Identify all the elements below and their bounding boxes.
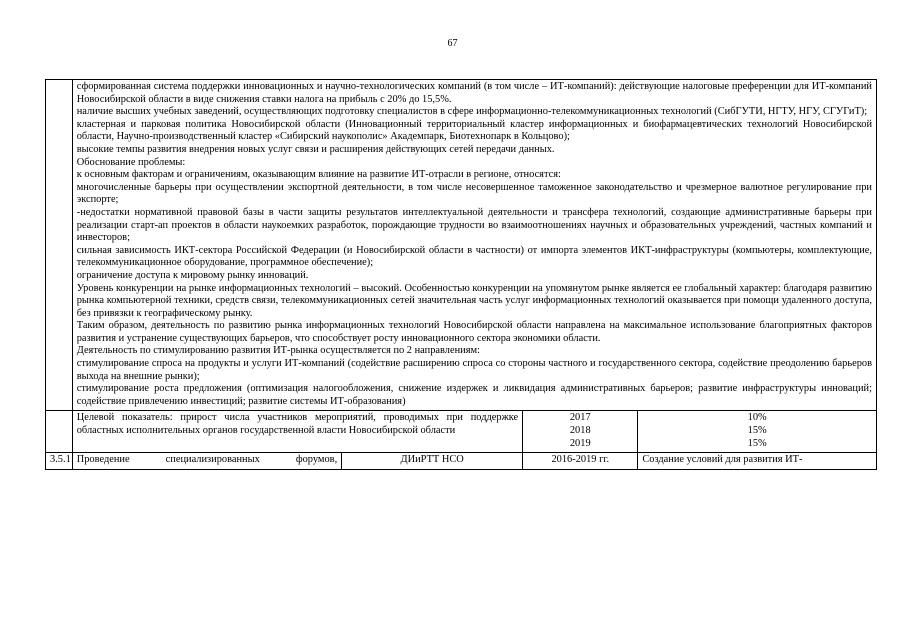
text-paragraph: сильная зависимость ИКТ-сектора Российской Федерации (и Новосибирской области в частности) от импорта элементов ИКТ-инфраструктуры (компьютеры, комплектующие, телекоммуникационное оборудование, программное обеспечение);: [76, 244, 872, 269]
text-paragraph: высокие темпы развития внедрения новых услуг связи и расширения действующих сетей передачи данных.: [76, 143, 555, 155]
kpi-value: 10%: [747, 412, 767, 424]
text-paragraph: многочисленные барьеры при осуществлении экспортной деятельности, в том числе несовершенное таможенное законодательство и чрезмерное валютное регулирование при экспорте;: [76, 181, 872, 206]
description-row: [46, 80, 877, 411]
kpi-year: 2017: [569, 412, 591, 424]
text-paragraph: стимулирование спроса на продукты и услуги ИТ-компаний (содействие расширению спроса со стороны частного и государственного сектора, содействие преодолению барьеров выхода на внешние рынки);: [76, 358, 872, 382]
kpi-value: 15%: [747, 425, 767, 437]
table-row: [46, 453, 877, 470]
text-paragraph: ограничение доступа к мировому рынку инноваций.: [76, 269, 309, 281]
row-number: 3.5.1: [46, 453, 73, 470]
empty-number-cell: [46, 411, 73, 453]
result-cell: Создание условий для развития ИТ-: [638, 453, 877, 470]
empty-number-cell: [46, 80, 73, 411]
text-paragraph: Таким образом, деятельность по развитию рынка информационных технологий Новосибирской области направлена на максимальное использование благоприятных факторов развития и устранение существующих барьеров, что способствует росту инновационного сектора экономики области.: [76, 320, 872, 344]
text-paragraph: к основным факторам и ограничениям, оказывающим влияние на развитие ИТ-отрасли в регионе, относятся:: [76, 169, 561, 181]
plan-table: [45, 79, 877, 470]
text-paragraph: наличие высших учебных заведений, осуществляющих подготовку специалистов в сфере информационно-телекоммуникационных технологий (СибГУТИ, НГТУ, НГУ, СГУГиТ);: [76, 106, 868, 118]
description-cell: [72, 80, 876, 411]
kpi-value: 15%: [747, 437, 767, 449]
activity-text: Проведение специализированных форумов,: [76, 454, 338, 466]
kpi-year: 2019: [569, 437, 591, 449]
text-paragraph: стимулирование роста предложения (оптимизация налогообложения, снижение издержек и ликвидация административных барьеров; развитие инфраструктуры инноваций; содействие привлечению инвестиций; развитие системы ИТ-образования): [76, 383, 872, 407]
kpi-values-cell: [638, 411, 877, 453]
kpi-year: 2018: [569, 425, 591, 437]
kpi-text-cell: [72, 411, 522, 453]
executor-cell: ДИиРТТ НСО: [342, 453, 523, 470]
page-number: 67: [447, 38, 458, 49]
text-paragraph: Деятельность по стимулированию развития ИТ-рынка осуществляется по 2 направлениям:: [76, 345, 480, 357]
kpi-text: Целевой показатель: прирост числа участников мероприятий, проводимых при поддержке областных исполнительных органов государственной власти Новосибирской области: [76, 412, 519, 437]
kpi-years-cell: [523, 411, 638, 453]
text-paragraph: Уровень конкуренции на рынке информационных технологий – высокий. Особенностью конкуренции на упомянутом рынке является ее глобальный характер: благодаря развитию рынка компьютерной техники, средств связи, телекоммуникационных сетей значительная часть услуг информационных технологий оказывается при помощи удаленного доступа, без привязки к географическому рынку.: [76, 282, 872, 319]
kpi-row: [46, 411, 877, 453]
text-paragraph: сформированная система поддержки инновационных и научно-технологических компаний (в том числе – ИТ-компаний): действующие налоговые преференции для ИТ-компаний Новосибирской области в виде снижения ставки налога на прибыль с 20% до 15,5%.: [76, 81, 872, 105]
section-heading: Обоснование проблемы:: [76, 156, 186, 168]
activity-cell: [72, 453, 341, 470]
text-paragraph: кластерная и парковая политика Новосибирской области (Инновационный территориальный кластер информационных и биофармацевтических технологий Новосибирской области, Научно-производственный кластер «Сибирский наукополис» Академпарк, Биотехнопарк в Кольцово);: [76, 118, 872, 143]
text-paragraph: -недостатки нормативной правовой базы в части защиты результатов интеллектуальной деятельности и трансфера технологий, создающие административные барьеры при реализации старт-ап проектов в области наукоемких разработок, порождающие трудности во взаимоотношениях научных и образовательных учреждений, частных компаний и инвесторов;: [76, 206, 872, 244]
period-cell: 2016-2019 гг.: [523, 453, 638, 470]
